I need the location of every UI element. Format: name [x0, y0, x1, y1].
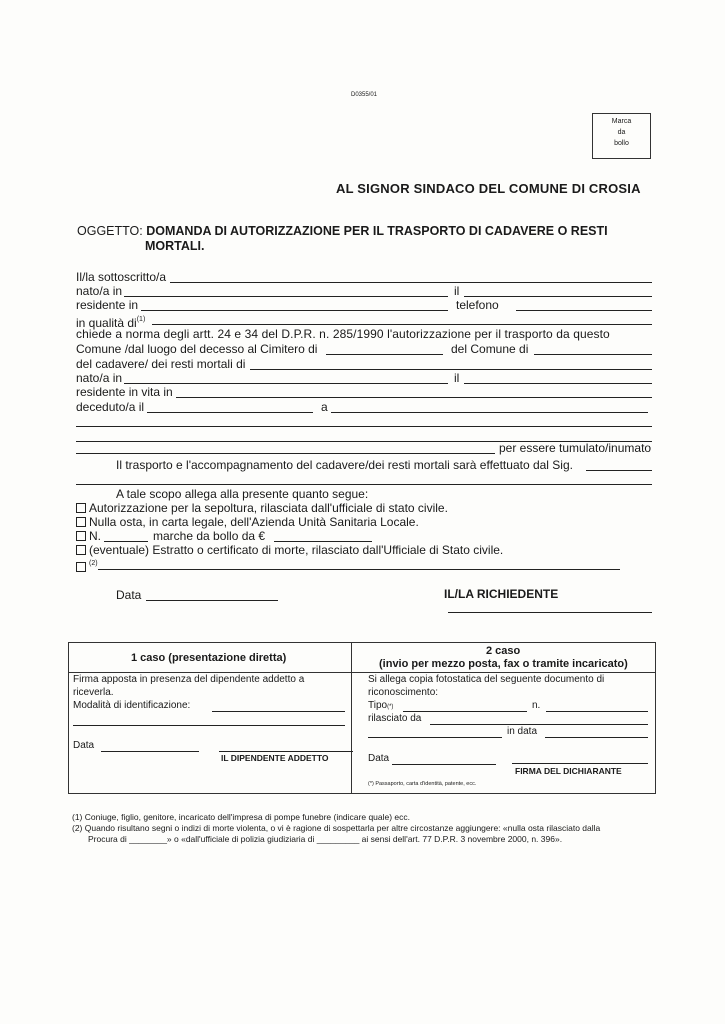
request-text: chiede a norma degli artt. 24 e 34 del D.P.R. n. 285/1990 l'autorizzazione per il trasporto da questo	[76, 327, 610, 341]
label-data: Data	[116, 588, 142, 602]
field-rilasciato-2[interactable]	[368, 737, 502, 738]
field-identificazione[interactable]	[212, 711, 345, 712]
field-numero-marche[interactable]	[104, 541, 148, 542]
subject: OGGETTO: DOMANDA DI AUTORIZZAZIONE PER IL TRASPORTO DI CADAVERE O RESTI MORTALI.	[77, 224, 608, 253]
label-residente-vita: residente in vita in	[76, 385, 173, 399]
label-richiedente: IL/LA RICHIEDENTE	[444, 587, 559, 601]
label-in-data: in data	[507, 726, 538, 737]
field-telefono[interactable]	[516, 310, 652, 311]
case2-title: 2 caso	[486, 645, 521, 657]
document-code: D0355/01	[351, 92, 378, 98]
case2-subtitle: (invio per mezzo posta, fax o tramite incaricato)	[379, 658, 628, 670]
field-rilasciato[interactable]	[430, 724, 648, 725]
case1-text-1: Firma apposta in presenza del dipendente addetto a	[73, 674, 305, 685]
revenue-stamp-box: Marca da bollo	[592, 113, 651, 159]
label-deceduto: deceduto/a il	[76, 400, 145, 414]
field-data[interactable]	[146, 600, 278, 601]
field-numero[interactable]	[546, 711, 648, 712]
field-sottoscritto[interactable]	[170, 282, 652, 283]
checkbox-allegato-2[interactable]	[76, 517, 86, 527]
label-marche: marche da bollo da €	[153, 529, 266, 543]
allegato-5: (2)	[76, 557, 98, 574]
allegato-2: Nulla osta, in carta legale, dell'Azienda Unità Sanitaria Locale.	[76, 515, 419, 529]
allegato-3: N.	[76, 529, 101, 543]
case1-title: 1 caso (presentazione diretta)	[131, 652, 287, 664]
case1-text-2: riceverla.	[73, 687, 114, 698]
label-tipo: Tipo(*)	[368, 700, 394, 711]
footnote-2a: (2) Quando risultano segni o indizi di morte violenta, o vi è ragione di sospettarla per altre circostanze aggiungere: «nulla osta rilasciato dalla	[72, 823, 601, 833]
label-trasporto: Il trasporto e l'accompagnamento del cadavere/dei resti mortali sarà effettuato dal Sig.	[116, 458, 573, 472]
label-case1-data: Data	[73, 740, 95, 751]
field-il2[interactable]	[464, 383, 652, 384]
label-case2-data: Data	[368, 753, 390, 764]
field-luogo-decesso[interactable]	[331, 412, 648, 413]
label-telefono: telefono	[456, 298, 499, 312]
field-allegato-altro[interactable]	[98, 569, 620, 570]
field-trasportatore-2[interactable]	[76, 484, 652, 485]
field-tipo[interactable]	[403, 711, 527, 712]
label-comune: del Comune di	[451, 342, 529, 356]
table-divider-horizontal	[69, 672, 655, 673]
field-in-data[interactable]	[545, 737, 648, 738]
label-cadavere: del cadavere/ dei resti mortali di	[76, 357, 246, 371]
field-importo-marche[interactable]	[274, 541, 372, 542]
label-dipendente: IL DIPENDENTE ADDETTO	[221, 753, 329, 763]
addressee: AL SIGNOR SINDACO DEL COMUNE DI CROSIA	[336, 181, 641, 196]
table-divider-vertical	[351, 643, 352, 793]
label-il: il	[454, 284, 460, 298]
field-nato[interactable]	[124, 296, 448, 297]
label-nato: nato/a in	[76, 284, 123, 298]
label-sottoscritto: Il/la sottoscritto/a	[76, 270, 167, 284]
field-identificazione-2[interactable]	[73, 725, 345, 726]
document-footnote: (*) Passaporto, carta d'identità, patente, ecc.	[368, 781, 477, 787]
label-cimitero: Comune /dal luogo del decesso al Cimitero di	[76, 342, 318, 356]
checkbox-allegato-1[interactable]	[76, 503, 86, 513]
checkbox-allegato-5[interactable]	[76, 562, 86, 572]
label-tumulato: per essere tumulato/inumato	[499, 441, 652, 455]
field-firma-dichiarante[interactable]	[512, 763, 648, 764]
allegato-4: (eventuale) Estratto o certificato di morte, rilasciato dall'Ufficiale di Stato civile.	[76, 543, 503, 557]
field-trasportatore[interactable]	[586, 470, 652, 471]
label-residente: residente in	[76, 298, 139, 312]
label-rilasciato: rilasciato da	[368, 713, 422, 724]
footnote-2b: Procura di ________» o «dall'ufficiale di polizia giudiziaria di _________ ai sensi dell'art. 77 D.P.R. 3 novembre 2000, n. 396».	[88, 834, 563, 844]
field-deceduto[interactable]	[147, 412, 313, 413]
label-qualita: in qualità $di^{(1)}$	[76, 316, 146, 330]
label-nato2: nato/a in	[76, 371, 123, 385]
label-il2: il	[454, 371, 460, 385]
field-case1-data[interactable]	[101, 751, 199, 752]
label-identificazione: Modalità di identificazione:	[73, 700, 191, 711]
checkbox-allegato-4[interactable]	[76, 545, 86, 555]
case2-text-2: riconoscimento:	[368, 687, 439, 698]
field-firma-richiedente[interactable]	[448, 612, 652, 613]
allegati-intro: A tale scopo allega alla presente quanto segue:	[116, 487, 369, 501]
label-firma-dichiarante: FIRMA DEL DICHIARANTE	[515, 766, 622, 776]
footnote-1: (1) Coniuge, figlio, genitore, incaricato dell'impresa di pompe funebre (indicare quale) ecc.	[72, 812, 411, 822]
label-numero: n.	[532, 700, 541, 711]
field-destinazione[interactable]	[76, 453, 495, 454]
field-residente-vita[interactable]	[176, 397, 652, 398]
case2-text-1: Si allega copia fotostatica del seguente documento di	[368, 674, 605, 685]
allegato-1: Autorizzazione per la sepoltura, rilasciata dall'ufficiale di stato civile.	[76, 501, 448, 515]
label-a: a	[321, 400, 328, 414]
field-residente[interactable]	[141, 310, 448, 311]
field-comune[interactable]	[534, 354, 652, 355]
checkbox-allegato-3[interactable]	[76, 531, 86, 541]
field-il[interactable]	[464, 296, 652, 297]
field-case2-data[interactable]	[392, 764, 496, 765]
field-cimitero[interactable]	[326, 354, 443, 355]
field-nato2[interactable]	[124, 383, 448, 384]
verification-table	[68, 642, 656, 794]
field-qualita[interactable]	[152, 324, 652, 325]
field-cadavere[interactable]	[250, 369, 652, 370]
field-blank-1[interactable]	[76, 426, 652, 427]
